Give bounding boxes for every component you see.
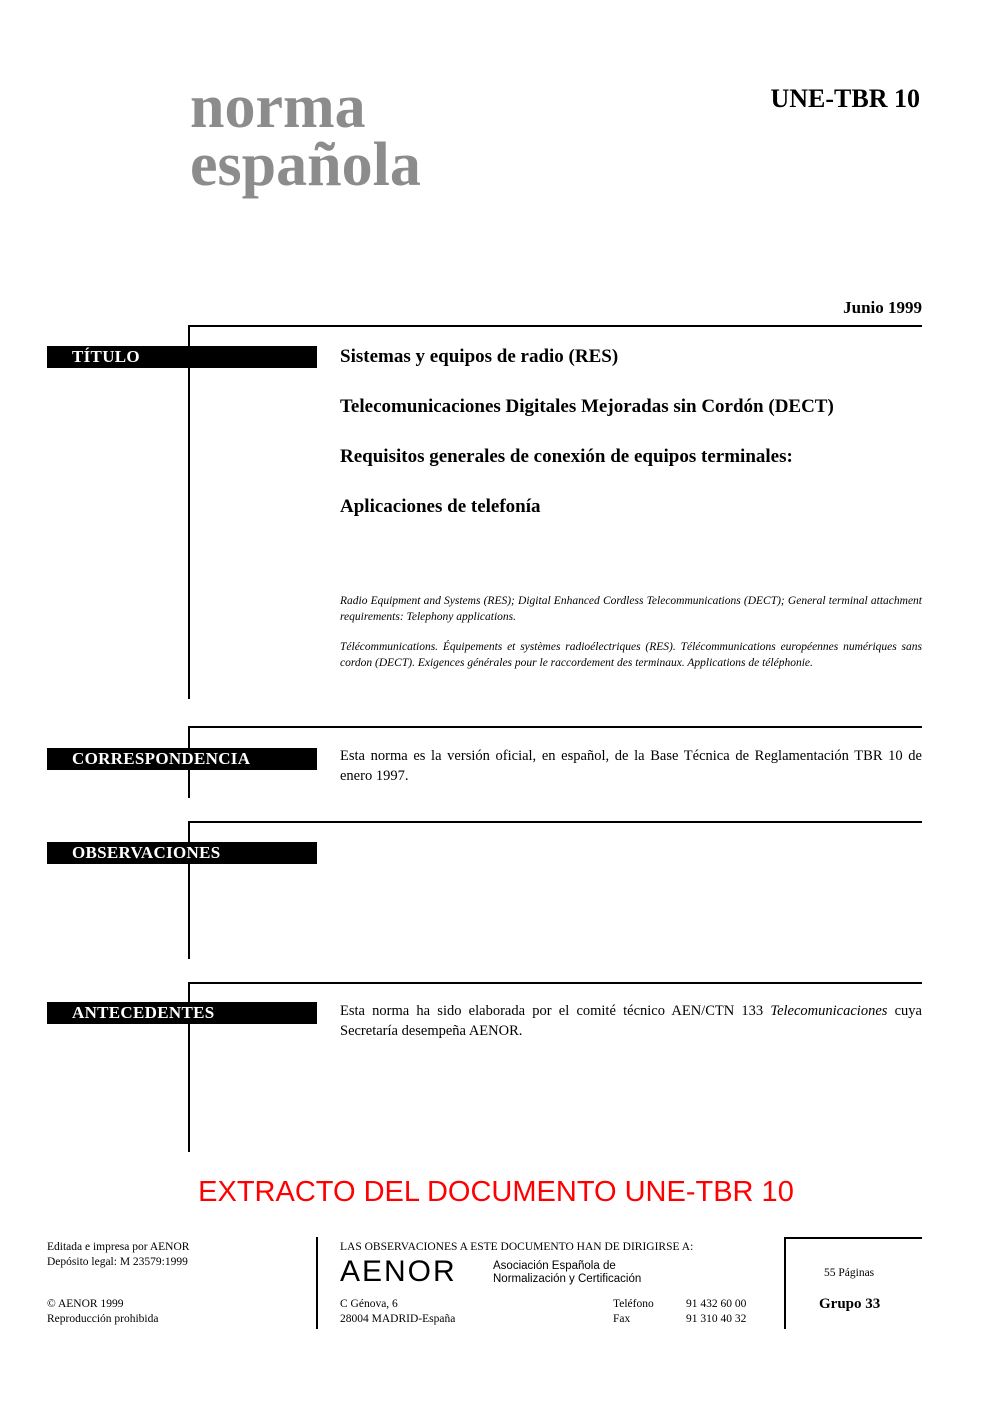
section-label-titulo: TÍTULO <box>47 346 317 368</box>
footer-edition <box>47 1240 189 1270</box>
footer-observations-address: LAS OBSERVACIONES A ESTE DOCUMENTO HAN DE DIRIGIRSE A: <box>340 1241 694 1253</box>
footer-rule-left <box>316 1237 318 1329</box>
footer-deposit: Depósito legal: M 23579:1999 <box>47 1256 188 1268</box>
section-label-antecedentes: ANTECEDENTES <box>47 1002 317 1024</box>
divider-titulo <box>188 325 922 327</box>
footer-edited: Editada e impresa por AENOR <box>47 1241 190 1253</box>
footer-city: 28004 MADRID-España <box>340 1313 456 1325</box>
footer-fax-label: Fax <box>613 1313 631 1325</box>
title-english: Radio Equipment and Systems (RES); Digital Enhanced Cordless Telecommunications (DECT); General terminal attachment requirements: Telephony applications. <box>340 595 922 623</box>
price-group: Grupo 33 <box>819 1296 881 1312</box>
footer-box-left <box>784 1237 786 1329</box>
footer-copyright: © AENOR 1999 <box>47 1298 124 1310</box>
brand-line-2: española <box>190 131 421 199</box>
footer-rights <box>47 1297 158 1327</box>
correspondencia-text: Esta norma es la versión oficial, en español, de la Base Técnica de Reglamentación TBR 10 de enero 1997. <box>340 748 922 784</box>
aenor-subtitle-line-2: Normalización y Certificación <box>493 1273 642 1285</box>
aenor-subtitle-line-1: Asociación Española de <box>493 1260 616 1272</box>
page-count: 55 Páginas <box>824 1267 875 1279</box>
committee-name: Telecomunicaciones <box>770 1003 888 1019</box>
standard-code: UNE-TBR 10 <box>770 84 920 113</box>
divider-correspondencia <box>188 726 922 728</box>
title-line-3: Requisitos generales de conexión de equipos terminales: <box>340 446 793 467</box>
footer-phone: 91 432 60 00 <box>686 1298 747 1310</box>
aenor-subtitle <box>493 1260 641 1286</box>
antecedentes-text <box>340 1001 922 1041</box>
brand-title <box>190 73 610 199</box>
antecedentes-text-end: cuya Secretaría desempeña AENOR. <box>340 1003 922 1039</box>
divider-observaciones <box>188 821 922 823</box>
footer-contact-values <box>686 1297 746 1327</box>
title-line-1: Sistemas y equipos de radio (RES) <box>340 346 619 367</box>
aenor-logo: AENOR <box>340 1255 457 1288</box>
footer-box-top <box>784 1237 922 1239</box>
title-line-4: Aplicaciones de telefonía <box>340 496 541 517</box>
section-label-correspondencia: CORRESPONDENCIA <box>47 748 317 770</box>
publication-date: Junio 1999 <box>843 298 922 317</box>
footer-reproduction: Reproducción prohibida <box>47 1313 159 1325</box>
vertical-rule-titulo <box>188 325 190 699</box>
footer-contact-labels <box>613 1297 654 1327</box>
footer-street: C Génova, 6 <box>340 1298 398 1310</box>
extract-notice: EXTRACTO DEL DOCUMENTO UNE-TBR 10 <box>198 1176 794 1208</box>
antecedentes-text-start: Esta norma ha sido elaborada por el comité técnico AEN/CTN 133 <box>340 1003 771 1019</box>
divider-antecedentes <box>188 982 922 984</box>
title-line-2: Telecomunicaciones Digitales Mejoradas sin Cordón (DECT) <box>340 396 834 417</box>
section-label-observaciones: OBSERVACIONES <box>47 842 317 864</box>
brand-line-1: norma <box>190 73 366 141</box>
footer-address <box>340 1297 455 1327</box>
footer-phone-label: Teléfono <box>613 1298 654 1310</box>
footer-fax: 91 310 40 32 <box>686 1313 747 1325</box>
title-french: Télécommunications. Équipements et systèmes radioélectriques (RES). Télécommunications européennes numériques sans cordon (DECT). Exigences générales pour le raccordement des terminaux. Applications de téléphonie. <box>340 641 922 669</box>
